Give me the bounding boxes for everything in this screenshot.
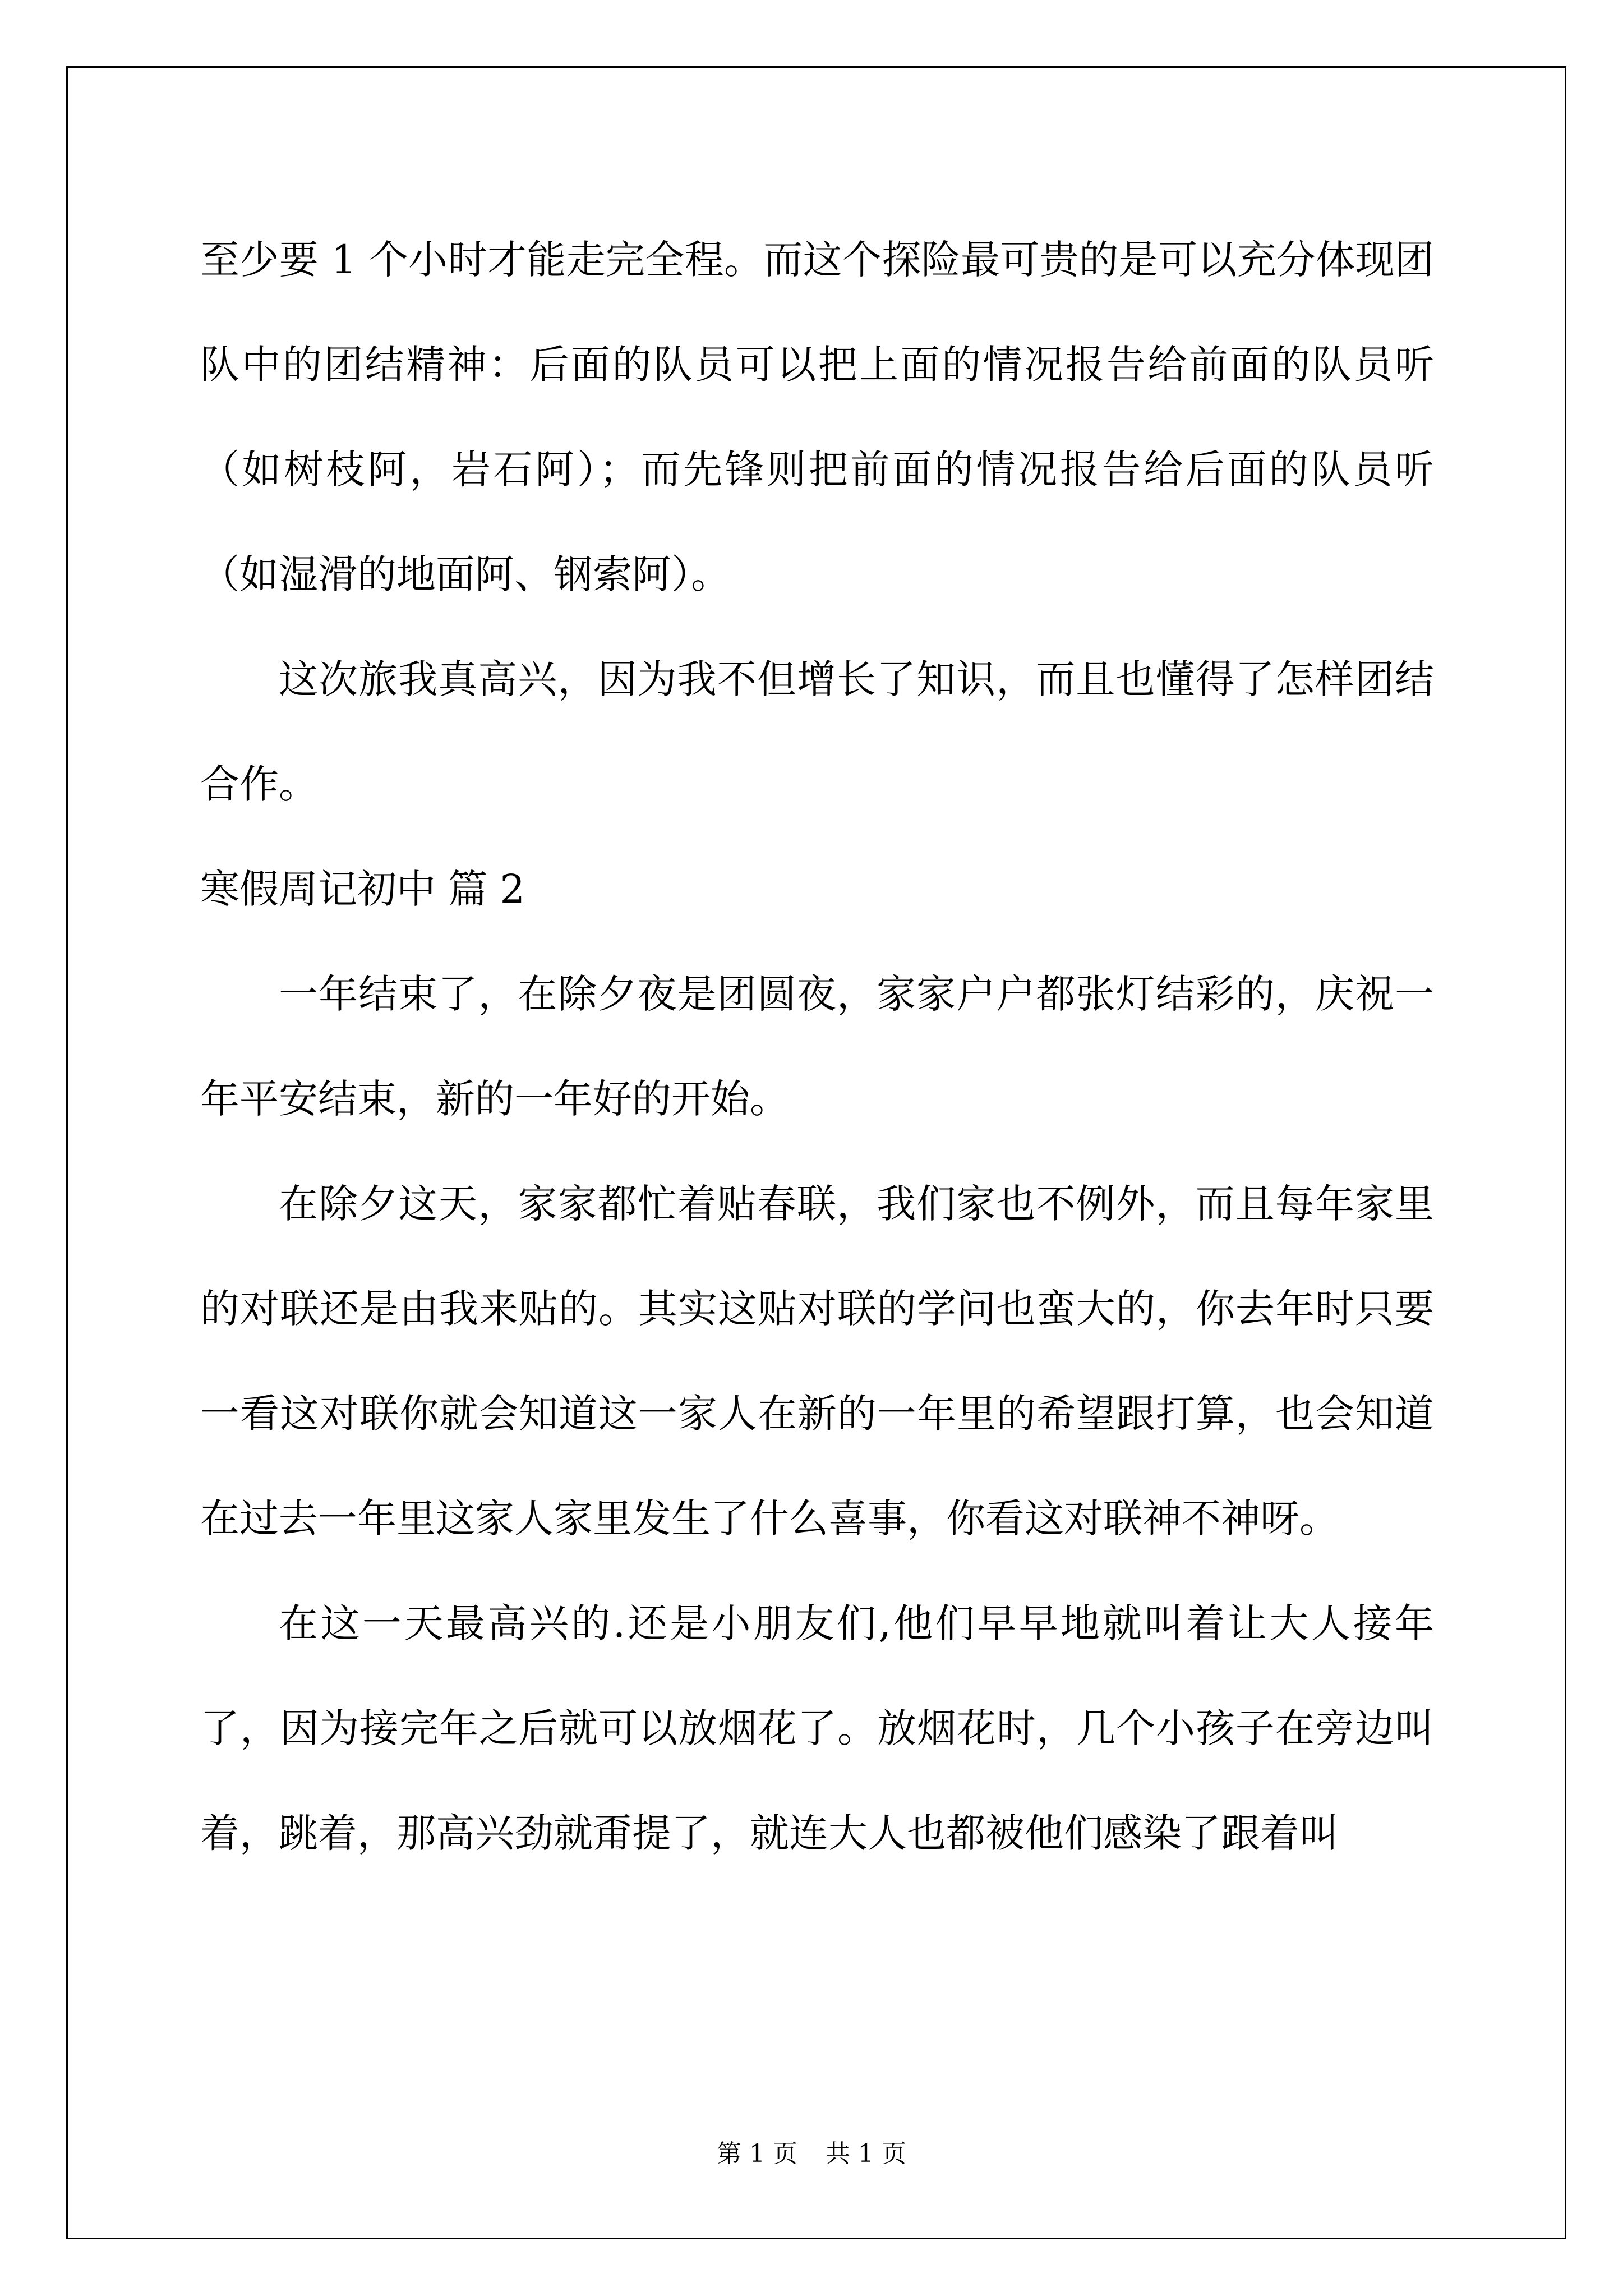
paragraph-3: 一年结束了，在除夕夜是团圆夜，家家户户都张灯结彩的，庆祝一年平安结束，新的一年好的开始。 (200, 971, 1434, 1122)
paragraph-2: 这次旅我真高兴，因为我不但增长了知识，而且也懂得了怎样团结合作。 (200, 656, 1434, 807)
paragraph-1: 至少要 1 个小时才能走完全程。而这个探险最可贵的是可以充分体现团队中的团结精神：后面的队员可以把上面的情况报告给前面的队员听（如树枝阿，岩石阿）；而先锋则把前面的情况报告给后面的队员听（如湿滑的地面阿、钢索阿）。 (200, 237, 1434, 597)
paragraph-5: 在这一天最高兴的.还是小朋友们,他们早早地就叫着让大人接年了，因为接完年之后就可以放烟花了。放烟花时，几个小孩子在旁边叫着，跳着，那高兴劲就甭提了，就连大人也都被他们感染了跟着叫 (200, 1600, 1434, 1856)
document-body (200, 208, 1434, 1886)
page-number: 第 1 页 (717, 2139, 797, 2168)
page-footer (0, 2137, 1623, 2171)
paragraph-4: 在除夕这天，家家都忙着贴春联，我们家也不例外，而且每年家里的对联还是由我来贴的。其实这贴对联的学问也蛮大的，你去年时只要一看这对联你就会知道这一家人在新的一年里的希望跟打算，也会知道在过去一年里这家人家里发生了什么喜事，你看这对联神不神呀。 (200, 1181, 1434, 1542)
section-heading: 寒假周记初中 篇 2 (200, 866, 525, 912)
page-total: 共 1 页 (826, 2139, 906, 2168)
